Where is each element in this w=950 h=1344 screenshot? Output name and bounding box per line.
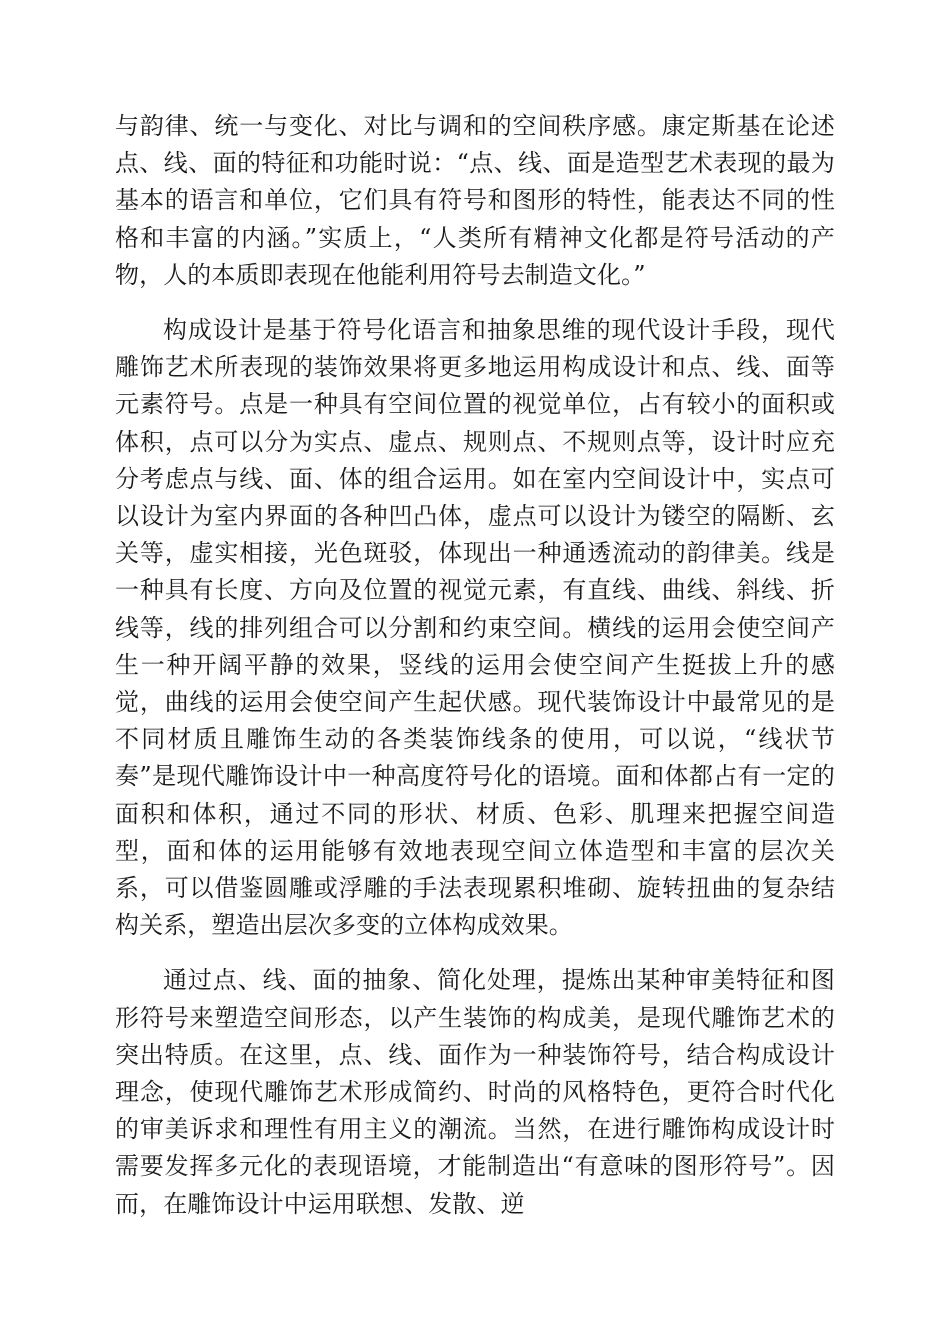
body-text <box>115 108 835 1223</box>
paragraph-1: 与韵律、统一与变化、对比与调和的空间秩序感。康定斯基在论述点、线、面的特征和功能时说：“点、线、面是造型艺术表现的最为基本的语言和单位，它们具有符号和图形的特性，能表达不同的性格和丰富的内涵。”实质上，“人类所有精神文化都是符号活动的产物，人的本质即表现在他能利用符号去制造文化。” <box>115 112 835 289</box>
paragraph-2: 构成设计是基于符号化语言和抽象思维的现代设计手段，现代雕饰艺术所表现的装饰效果将更多地运用构成设计和点、线、面等元素符号。点是一种具有空间位置的视觉单位，占有较小的面积或体积，点可以分为实点、虚点、规则点、不规则点等，设计时应充分考虑点与线、面、体的组合运用。如在室内空间设计中，实点可以设计为室内界面的各种凹凸体，虚点可以设计为镂空的隔断、玄关等，虚实相接，光色斑驳，体现出一种通透流动的韵律美。线是一种具有长度、方向及位置的视觉元素，有直线、曲线、斜线、折线等，线的排列组合可以分割和约束空间。横线的运用会使空间产生一种开阔平静的效果，竖线的运用会使空间产生挺拔上升的感觉，曲线的运用会使空间产生起伏感。现代装饰设计中最常见的是不同材质且雕饰生动的各类装饰线条的使用，可以说，“线状节奏”是现代雕饰设计中一种高度符号化的语境。面和体都占有一定的面积和体积，通过不同的形状、材质、色彩、肌理来把握空间造型，面和体的运用能够有效地表现空间立体造型和丰富的层次关系，可以借鉴圆雕或浮雕的手法表现累积堆砌、旋转扭曲的复杂结构关系，塑造出层次多变的立体构成效果。 <box>115 316 835 940</box>
paragraph-3: 通过点、线、面的抽象、简化处理，提炼出某种审美特征和图形符号来塑造空间形态，以产生装饰的构成美，是现代雕饰艺术的突出特质。在这里，点、线、面作为一种装饰符号，结合构成设计理念，使现代雕饰艺术形成简约、时尚的风格特色，更符合时代化的审美诉求和理性有用主义的潮流。当然，在进行雕饰构成设计时需要发挥多元化的表现语境，才能制造出“有意味的图形符号”。因而，在雕饰设计中运用联想、发散、逆 <box>115 966 835 1218</box>
